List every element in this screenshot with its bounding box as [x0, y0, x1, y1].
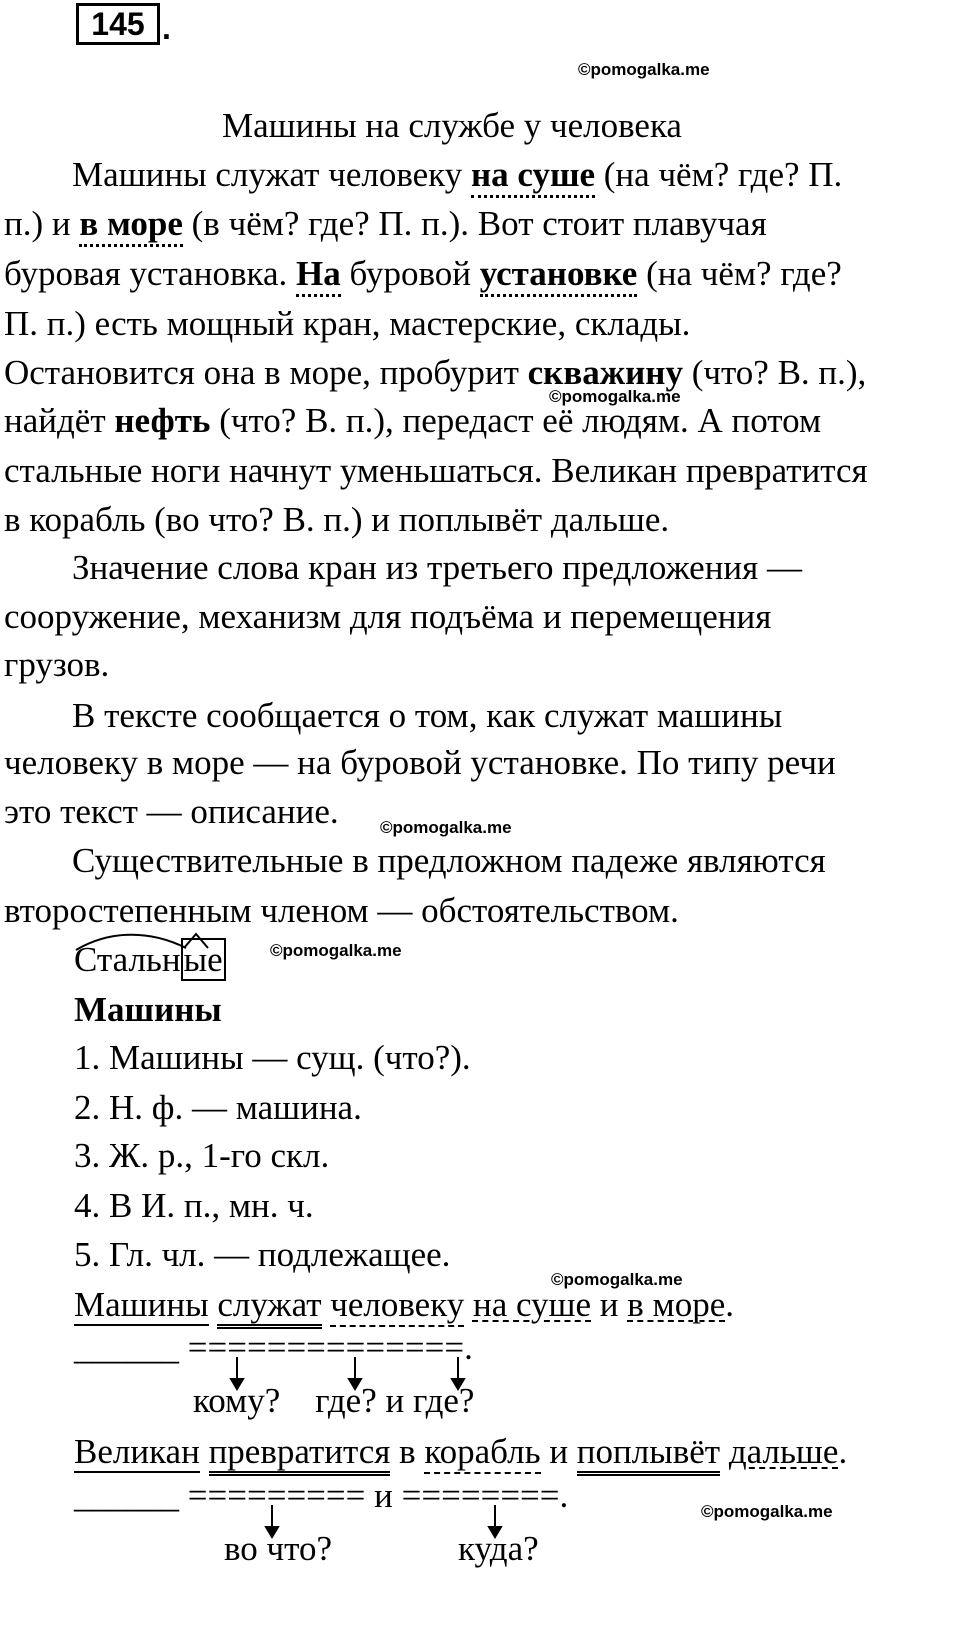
subject: Великан [74, 1432, 200, 1471]
paragraph-1-line-2: п.) и в море (в чём? где? П. п.). Вот стоит плавучая [4, 206, 767, 241]
adverbial: дальше [728, 1432, 839, 1471]
paragraph-3-line-1: В тексте сообщается о том, как служат машины [72, 696, 783, 735]
root-arc [76, 935, 186, 950]
watermark: ©pomogalka.me [270, 941, 402, 960]
analysis-item: 3. Ж. р., 1-го скл. [74, 1136, 330, 1175]
word-skvazhinu: скважину [527, 353, 683, 392]
paragraph-2-line-3: грузов. [4, 645, 110, 684]
paragraph-1-line-3: буровая установка. На буровой установке (на чём? где? [4, 256, 842, 291]
analysis-item: 4. В И. п., мн. ч. [74, 1186, 314, 1225]
sentence-1-questions: кому? где? и где? [193, 1381, 475, 1420]
paragraph-2-line-2: сооружение, механизм для подъёма и перемещения [4, 597, 772, 636]
phrase-na-sushe: на суше [471, 155, 595, 198]
watermark: ©pomogalka.me [578, 60, 710, 79]
exercise-number-dot: . [162, 10, 171, 46]
object: человеку [330, 1285, 464, 1327]
word-ustanovke: установке [480, 254, 638, 297]
sentence-2: Великан превратится в корабль и поплывёт дальше. [74, 1434, 847, 1469]
sentence-2-scheme: ______ ========= и ========. [74, 1476, 569, 1515]
paragraph-1-line-4: П. п.) есть мощный кран, мастерские, склады. [4, 304, 691, 343]
paragraph-3-line-2: человеку в море — на буровой установке. По типу речи [4, 743, 836, 782]
adverbial: в море [627, 1285, 726, 1324]
sentence-1-scheme: ______ ==============. [74, 1328, 473, 1367]
subject: Машины [74, 1285, 209, 1324]
watermark: ©pomogalka.me [701, 1502, 833, 1521]
object: корабль [424, 1432, 540, 1474]
sentence-2-question-2: куда? [458, 1529, 539, 1568]
sentence-2-question-1: во что? [224, 1529, 333, 1568]
word-na: На [296, 254, 341, 297]
paragraph-4-line-1: Существительные в предложном падеже являются [72, 841, 826, 880]
paragraph-3-line-3: это текст — описание. [4, 792, 339, 831]
paragraph-1-line-8: в корабль (во что? В. п.) и поплывёт дальше. [4, 500, 670, 539]
morpheme-ending: ые [181, 938, 226, 981]
predicate: поплывёт [577, 1432, 720, 1476]
morpheme-marks [70, 928, 240, 952]
word-neft: нефть [114, 401, 211, 440]
exercise-number: 145 [76, 3, 160, 45]
paragraph-1-line-1: Машины служат человеку на суше (на чём? где? П. [72, 157, 842, 192]
morpheme-suffix: н [161, 940, 181, 979]
paragraph-4-line-2: второстепенным членом — обстоятельством. [4, 891, 679, 930]
predicate: служат [217, 1285, 321, 1329]
sentence-1: Машины служат человеку на суше и в море. [74, 1287, 734, 1322]
adverbial: на суше [472, 1285, 592, 1324]
paragraph-1-line-5: Остановится она в море, пробурит скважину (что? В. п.), [4, 353, 867, 392]
paragraph-2-line-1: Значение слова кран из третьего предложения — [72, 548, 803, 587]
analysis-item: 1. Машины — сущ. (что?). [74, 1038, 471, 1077]
watermark: ©pomogalka.me [380, 818, 512, 837]
predicate: превратится [209, 1432, 391, 1476]
morpheme-root: Сталь [74, 940, 162, 979]
analysis-item: 2. Н. ф. — машина. [74, 1088, 362, 1127]
watermark: ©pomogalka.me [549, 387, 681, 406]
paragraph-1-line-7: стальные ноги начнут уменьшаться. Великан превратится [4, 451, 868, 490]
watermark: ©pomogalka.me [551, 1270, 683, 1289]
phrase-v-more: в море [79, 204, 183, 247]
paragraph-1-line-6: найдёт нефть (что? В. п.), передаст её людям. А потом [4, 401, 822, 440]
suffix-mark [184, 934, 208, 948]
analysis-item: 5. Гл. чл. — подлежащее. [74, 1235, 451, 1274]
analysis-heading: Машины [74, 990, 222, 1029]
text-title: Машины на службе у человека [222, 106, 682, 145]
